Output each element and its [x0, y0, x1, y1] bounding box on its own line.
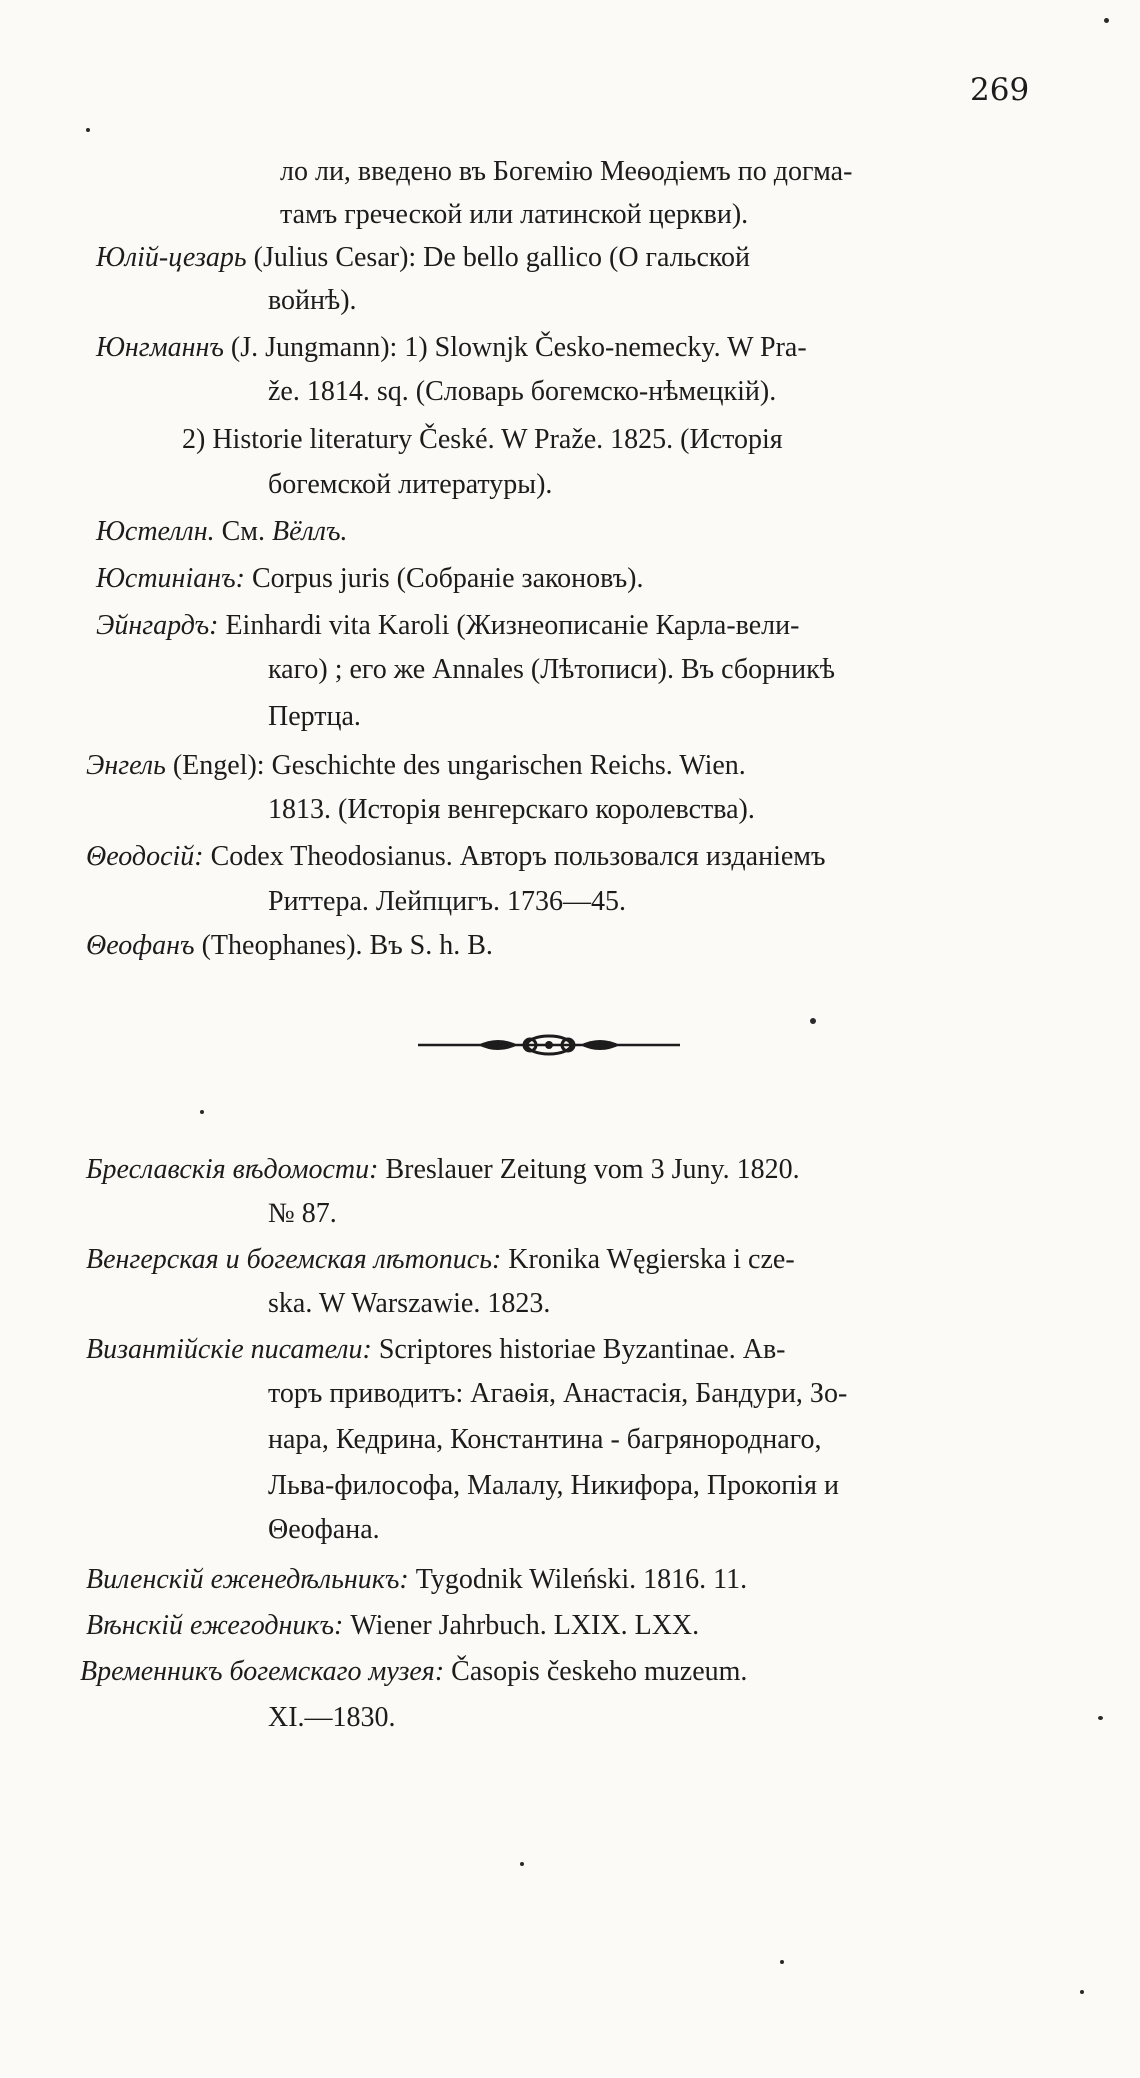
- scan-speck: [1080, 1990, 1084, 1994]
- scan-speck: [780, 1960, 784, 1964]
- entry-heading: Виленскій еженедѣльникъ:: [86, 1564, 409, 1595]
- entry-text: (J. Jungmann): 1) Slownjk Česko-nemecky. W Pra-: [223, 332, 807, 363]
- entry-cross-reference: Вёллъ.: [272, 516, 348, 547]
- entry-text: Tygodnik Wileński. 1816. 11.: [408, 1564, 748, 1595]
- scan-speck: [520, 1862, 524, 1866]
- entry-continuation-line: каго) ; его же Annales (Лѣтописи). Въ сборникѣ: [268, 654, 835, 685]
- entry-heading: Византійскіе писатели:: [86, 1334, 372, 1365]
- entry-heading: Юстиніанъ:: [96, 563, 245, 594]
- entry-continuation-line: že. 1814. sq. (Словарь богемско-нѣмецкій).: [268, 376, 777, 407]
- entry-continuation-line: 1813. (Исторія венгерскаго королевства).: [268, 794, 755, 825]
- entry-text: (Engel): Geschichte des ungarischen Reichs. Wien.: [165, 750, 746, 781]
- entry-continuation-line: богемской литературы).: [268, 469, 553, 500]
- entry-justinian: [96, 557, 644, 601]
- entry-heading: Эйнгардъ:: [96, 610, 219, 641]
- scan-speck: [810, 1018, 816, 1024]
- entry-hungarian-bohemian-chronicle: [86, 1238, 795, 1282]
- entry-jungmann: [96, 326, 807, 370]
- entry-text: Codex Theodosianus. Авторъ пользовался изданіемъ: [203, 841, 826, 872]
- entry-heading: Θеофанъ: [86, 930, 195, 961]
- entry-engel: [86, 744, 746, 788]
- entry-continuation-line: ло ли, введено въ Богемію Меѳодіемъ по догма-: [280, 156, 853, 187]
- entry-continuation-line: торъ приводитъ: Агаѳія, Анастасія, Бандури, Зо-: [268, 1378, 848, 1409]
- entry-continuation-line: Θеофана.: [268, 1514, 380, 1545]
- entry-text: Corpus juris (Собраніе законовъ).: [244, 563, 644, 594]
- entry-continuation-line: нара, Кедрина, Константина - багрянороднаго,: [268, 1424, 822, 1455]
- entry-text: (Theophanes). Въ S. h. B.: [194, 930, 493, 961]
- entry-heading: Временникъ богемскаго музея:: [80, 1656, 445, 1687]
- scan-speck: [1104, 18, 1109, 23]
- entry-vienna-yearbook: [86, 1604, 699, 1648]
- entry-text: (Julius Cesar): De bello gallico (О гальской: [246, 242, 751, 273]
- scan-speck: [200, 1110, 204, 1114]
- entry-julius-caesar: [96, 236, 750, 280]
- entry-continuation-line: № 87.: [268, 1198, 337, 1229]
- entry-bohemian-museum-journal: [80, 1650, 747, 1694]
- entry-heading: Бреславскія вѣдомости:: [86, 1154, 379, 1185]
- entry-breslau-gazette: [86, 1148, 800, 1192]
- entry-heading: Юлій-цезарь: [96, 242, 247, 273]
- entry-continuation-line: тамъ греческой или латинской церкви).: [280, 199, 749, 230]
- entry-continuation-line: Пертца.: [268, 701, 361, 732]
- entry-continuation-line: ska. W Warszawie. 1823.: [268, 1288, 551, 1319]
- entry-text: Wiener Jahrbuch. LXIX. LXX.: [343, 1610, 700, 1641]
- entry-theophanes: [86, 924, 493, 968]
- entry-justelli: [96, 510, 347, 554]
- entry-heading: Θеодосій:: [86, 841, 204, 872]
- entry-text: Časopis českeho muzeum.: [444, 1656, 748, 1687]
- entry-continuation-line: 2) Historie literatury České. W Praže. 1825. (Исторія: [182, 424, 783, 455]
- scan-speck: [86, 128, 90, 132]
- entry-continuation-line: войнѣ).: [268, 285, 357, 316]
- entry-vilna-weekly: [86, 1558, 747, 1602]
- entry-text: См.: [214, 516, 272, 547]
- entry-continuation-line: Риттера. Лейпцигъ. 1736—45.: [268, 886, 627, 917]
- entry-byzantine-writers: [86, 1328, 786, 1372]
- entry-continuation-line: XI.—1830.: [268, 1702, 396, 1733]
- entry-heading: Юнгманнъ: [96, 332, 224, 363]
- scan-speck: [1098, 1716, 1103, 1720]
- entry-heading: Вѣнскій ежегодникъ:: [86, 1610, 344, 1641]
- entry-text: Breslauer Zeitung vom 3 Juny. 1820.: [378, 1154, 800, 1185]
- entry-heading: Юстеллн.: [96, 516, 215, 547]
- entry-text: Einhardi vita Karoli (Жизнеописаніе Карла-вели-: [218, 610, 800, 641]
- entry-theodosius: [86, 835, 826, 879]
- entry-text: Kronika Węgierska i cze-: [501, 1244, 795, 1275]
- entry-heading: Венгерская и богемская лѣтопись:: [86, 1244, 502, 1275]
- entry-einhard: [96, 604, 799, 648]
- entry-heading: Энгель: [86, 750, 166, 781]
- entry-continuation-line: Льва-философа, Малалу, Никифора, Прокопія и: [268, 1470, 839, 1501]
- entry-text: Scriptores historiae Byzantinae. Ав-: [371, 1334, 786, 1365]
- ornamental-divider: [418, 1032, 680, 1058]
- page-number: 269: [970, 72, 1030, 108]
